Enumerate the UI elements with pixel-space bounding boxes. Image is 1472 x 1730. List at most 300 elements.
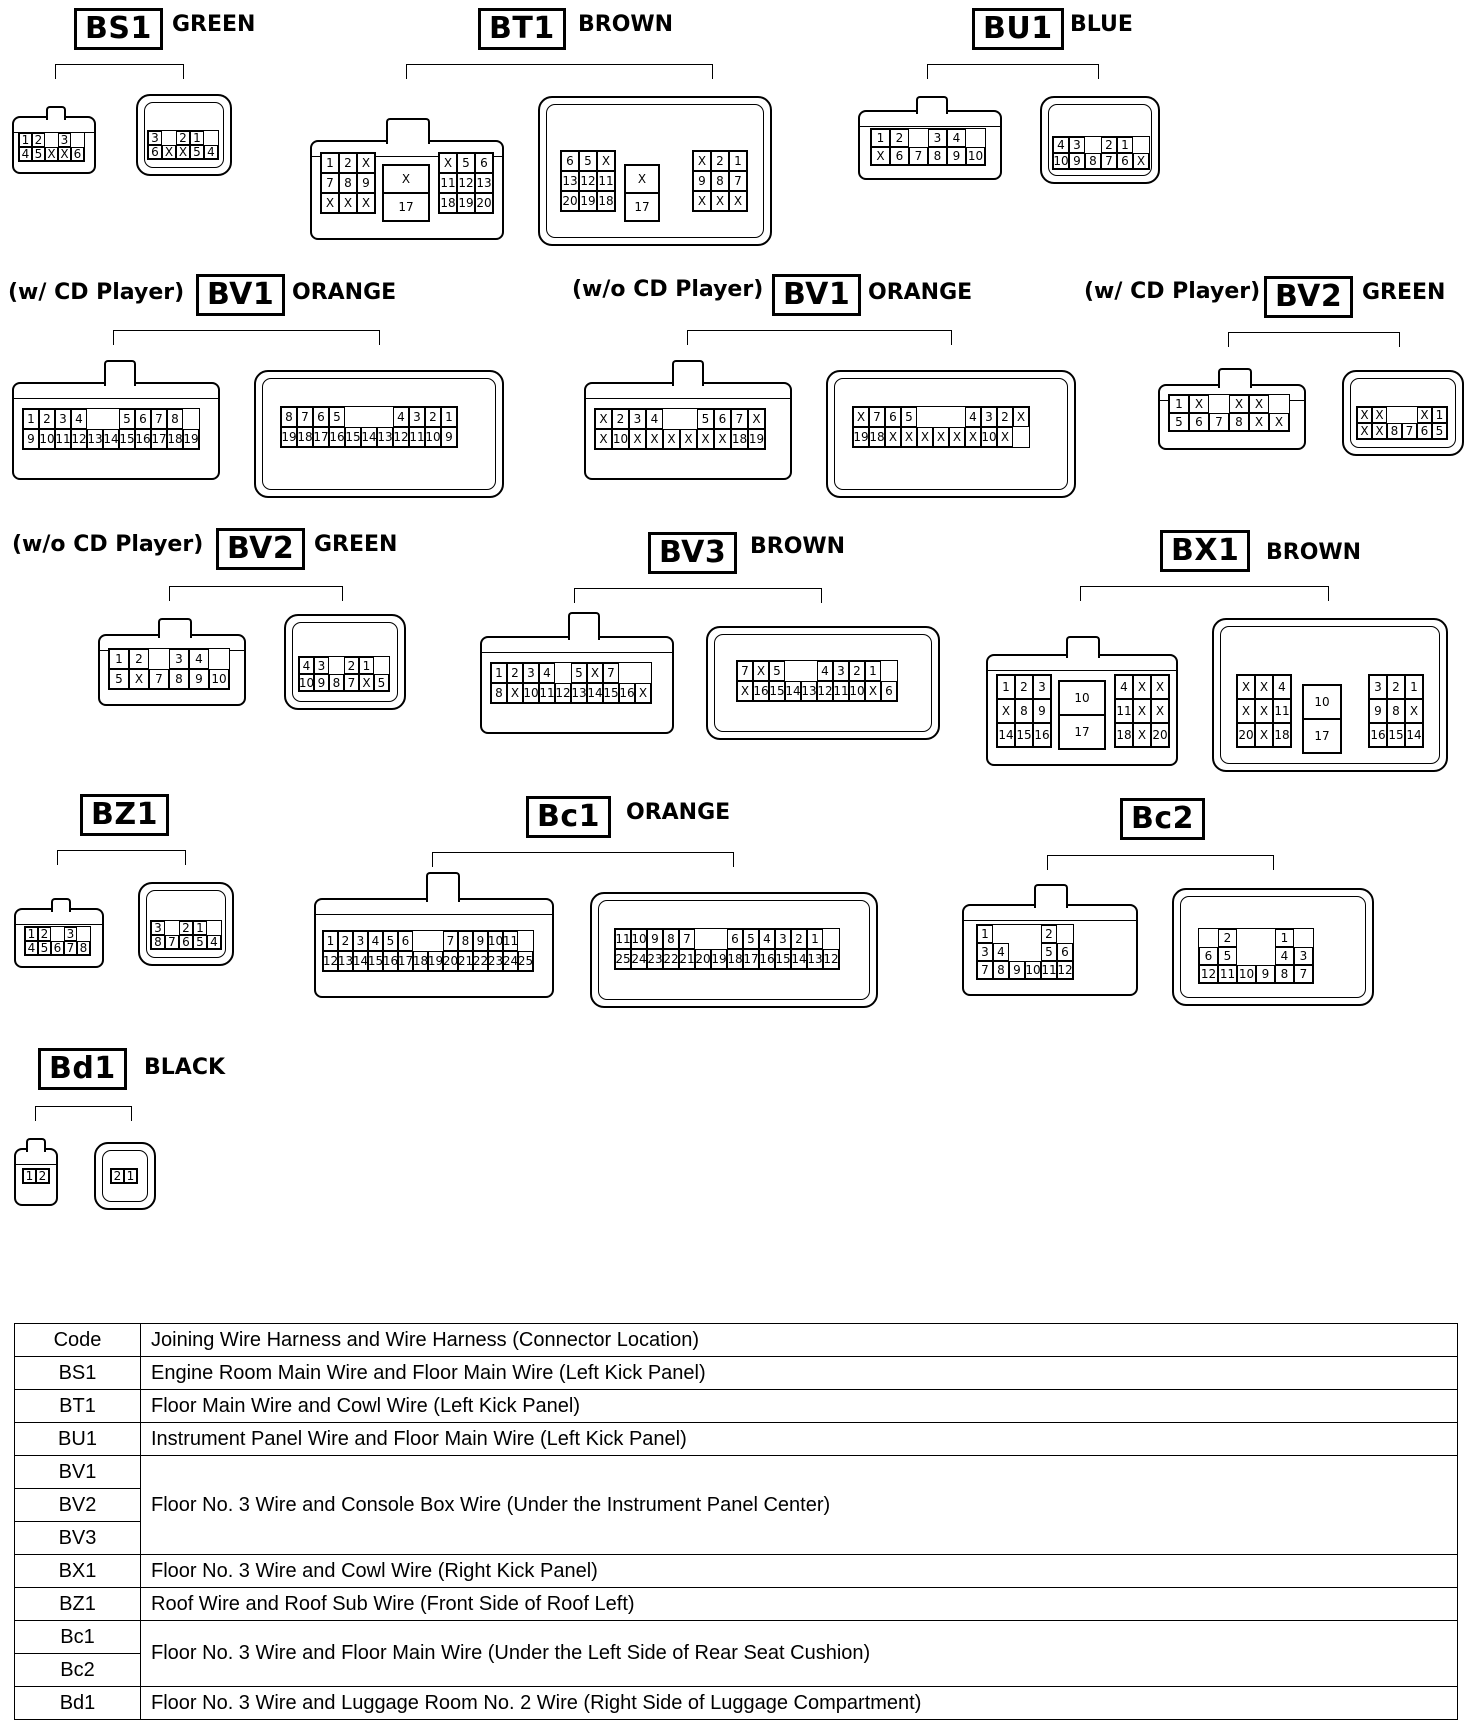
- pin-cell: 10: [488, 931, 503, 951]
- BS1-male-pin-grid: [147, 130, 219, 160]
- pin-cell: 17: [151, 429, 167, 449]
- pin-cell: 8: [281, 407, 297, 427]
- BV2-nocd-variant-label: (w/o CD Player): [12, 532, 204, 557]
- pin-cell: X: [339, 193, 357, 213]
- Bd1-female-pin-grid: [22, 1168, 50, 1184]
- pin-cell: 11: [1115, 699, 1133, 723]
- pin-cell: 6: [561, 151, 579, 171]
- pin-cell: 16: [759, 949, 775, 969]
- pin-cell: 5: [109, 669, 129, 689]
- pin-cell: X: [439, 153, 457, 173]
- pin-cell: 7: [909, 147, 928, 165]
- pin-cell: 6: [148, 145, 162, 159]
- pin-cell: 7: [149, 669, 169, 689]
- BX1-bracket: [1080, 586, 1329, 601]
- pin-cell: [413, 931, 428, 951]
- pin-cell: X: [680, 429, 697, 449]
- pin-cell: 18: [1273, 723, 1291, 747]
- pin-cell: 21: [679, 949, 695, 969]
- pin-cell: 15: [603, 683, 619, 703]
- Bc1-color-label: ORANGE: [626, 800, 731, 825]
- pin-cell: 8: [711, 171, 729, 191]
- pin-cell: 6: [179, 935, 193, 949]
- BX1-female-latch: [1066, 636, 1100, 658]
- BX1-code-label: BX1: [1160, 530, 1250, 572]
- pin-cell: X: [1151, 675, 1169, 699]
- pin-cell: 10: [612, 429, 629, 449]
- pin-cell: 16: [135, 429, 151, 449]
- pin-cell: 4: [207, 935, 221, 949]
- BV2-cd-variant-label: (w/ CD Player): [1084, 279, 1261, 304]
- legend-code-cell: BS1: [15, 1357, 141, 1390]
- Bc2-female-pin-grid: [976, 924, 1074, 980]
- pin-cell: 2: [997, 407, 1013, 427]
- pin-cell: 3: [64, 927, 77, 941]
- pin-cell: 19: [853, 427, 869, 447]
- pin-cell: X: [997, 699, 1015, 723]
- pin-cell: 11: [1273, 699, 1291, 723]
- pin-cell: 9: [693, 171, 711, 191]
- pin-cell: 5: [374, 674, 389, 691]
- pin-cell: X: [357, 153, 375, 173]
- pin-cell: X: [1151, 699, 1169, 723]
- pin-cell: 19: [457, 193, 475, 213]
- pin-cell: 3: [314, 657, 329, 674]
- pin-cell: 10: [849, 681, 865, 701]
- pin-cell: 3: [58, 133, 71, 147]
- pin-cell: 2: [129, 649, 149, 669]
- pin-cell: 5: [190, 145, 204, 159]
- pin-cell: 6: [135, 409, 151, 429]
- pin-cell: 9: [1256, 965, 1275, 983]
- pin-cell: [1387, 407, 1402, 423]
- BS1-female-connector: [12, 116, 96, 174]
- BZ1-male-connector: [138, 882, 234, 966]
- pin-cell: 8: [1229, 413, 1249, 431]
- pin-cell: 12: [323, 951, 338, 971]
- pin-cell: 16: [753, 681, 769, 701]
- legend-desc-cell: Floor No. 3 Wire and Luggage Room No. 2 Wire (Right Side of Luggage Compartment): [141, 1687, 1458, 1720]
- pin-cell: 4: [189, 649, 209, 669]
- pin-cell: 1: [977, 925, 993, 943]
- pin-cell: 17: [313, 427, 329, 447]
- BV2-nocd-code-label: BV2: [216, 528, 305, 570]
- BX1-male-pin-grid-center: [1302, 684, 1342, 754]
- pin-cell: 5: [119, 409, 135, 429]
- pin-cell: X: [176, 145, 190, 159]
- pin-cell: [1294, 929, 1313, 947]
- legend-row: [15, 1456, 1458, 1489]
- pin-cell: [162, 131, 176, 145]
- pin-cell: 8: [491, 683, 507, 703]
- pin-cell: 10: [1053, 154, 1069, 168]
- pin-cell: X: [753, 661, 769, 681]
- BV2-nocd-male-connector: [284, 614, 406, 710]
- pin-cell: X: [507, 683, 523, 703]
- pin-cell: 4: [1115, 675, 1133, 699]
- pin-cell: 20: [443, 951, 458, 971]
- pin-cell: 22: [473, 951, 488, 971]
- pin-cell: 23: [488, 951, 503, 971]
- pin-cell: 6: [1417, 423, 1432, 439]
- pin-cell: [1256, 947, 1275, 965]
- pin-cell: 18: [1115, 723, 1133, 747]
- pin-cell: X: [1133, 153, 1149, 169]
- pin-cell: 15: [119, 429, 135, 449]
- BV1-nocd-bracket: [687, 330, 952, 345]
- pin-cell: 1: [124, 1169, 137, 1183]
- pin-cell: 9: [189, 669, 209, 689]
- pin-cell: 4: [539, 663, 555, 683]
- pin-cell: 5: [769, 661, 785, 681]
- BU1-female-connector: [858, 110, 1002, 180]
- pin-cell: 3: [55, 409, 71, 429]
- pin-cell: 10: [425, 427, 441, 447]
- legend-body: [15, 1324, 1458, 1720]
- pin-cell: 3: [353, 931, 368, 951]
- pin-cell: X: [595, 429, 612, 449]
- pin-cell: 14: [791, 949, 807, 969]
- pin-cell: 3: [833, 661, 849, 681]
- pin-cell: 18: [413, 951, 428, 971]
- pin-cell: [1009, 943, 1025, 961]
- pin-cell: 6: [1189, 413, 1209, 431]
- Bd1-female-latch: [26, 1138, 46, 1152]
- Bc2-female-connector: [962, 904, 1138, 996]
- pin-cell: X: [1269, 413, 1289, 431]
- pin-cell: 6: [727, 929, 743, 949]
- pin-cell: X: [711, 191, 729, 211]
- pin-cell: [377, 407, 393, 427]
- pin-cell: 1: [1169, 395, 1189, 413]
- pin-cell: 4: [817, 661, 833, 681]
- pin-cell: 6: [890, 147, 909, 165]
- BT1-color-label: BROWN: [578, 12, 674, 37]
- pin-cell: 16: [329, 427, 345, 447]
- pin-cell: 4: [993, 943, 1009, 961]
- pin-cell: 1: [1117, 137, 1133, 153]
- pin-cell: 1: [190, 131, 204, 145]
- pin-cell: 17: [383, 193, 429, 221]
- pin-cell: 1: [729, 151, 747, 171]
- pin-cell: 9: [357, 173, 375, 193]
- pin-cell: 2: [344, 657, 359, 674]
- legend-header-row: [15, 1324, 1458, 1357]
- legend-code-cell: Bc2: [15, 1654, 141, 1687]
- legend-code-cell: BT1: [15, 1390, 141, 1423]
- legend-code-cell: BX1: [15, 1555, 141, 1588]
- BX1-male-connector: [1212, 618, 1448, 772]
- pin-cell: 5: [743, 929, 759, 949]
- pin-cell: 5: [457, 153, 475, 173]
- pin-cell: 10: [1025, 963, 1041, 977]
- pin-cell: 1: [997, 675, 1015, 699]
- pin-cell: [87, 409, 103, 429]
- pin-cell: [619, 663, 635, 683]
- pin-cell: [1209, 395, 1229, 413]
- pin-cell: 7: [731, 409, 748, 429]
- BV2-cd-male-pin-grid: [1356, 406, 1448, 440]
- pin-cell: 1: [109, 649, 129, 669]
- BU1-bracket: [927, 64, 1099, 79]
- pin-cell: 5: [579, 151, 597, 171]
- pin-cell: X: [1357, 423, 1372, 439]
- pin-cell: 8: [167, 409, 183, 429]
- pin-cell: 5: [329, 407, 345, 427]
- BT1-male-pin-grid-center: [624, 164, 660, 222]
- pin-cell: [680, 409, 697, 429]
- BS1-male-connector: [136, 94, 232, 176]
- pin-cell: 14: [587, 683, 603, 703]
- pin-cell: 5: [1432, 423, 1447, 439]
- Bc2-male-connector: [1172, 888, 1374, 1006]
- BV1-nocd-male-connector: [826, 370, 1076, 498]
- pin-cell: 1: [193, 921, 207, 935]
- BV2-cd-male-connector: [1342, 370, 1464, 456]
- pin-cell: 13: [801, 681, 817, 701]
- pin-cell: 3: [629, 409, 646, 429]
- pin-cell: 4: [759, 929, 775, 949]
- pin-cell: 1: [1405, 675, 1423, 699]
- pin-cell: 7: [679, 929, 695, 949]
- Bc2-bracket: [1047, 855, 1274, 870]
- pin-cell: 4: [368, 931, 383, 951]
- pin-cell: [1013, 427, 1029, 447]
- pin-cell: 4: [19, 147, 32, 161]
- pin-cell: 3: [523, 663, 539, 683]
- pin-cell: 3: [169, 649, 189, 669]
- legend-code-cell: Bc1: [15, 1621, 141, 1654]
- pin-cell: X: [359, 674, 374, 691]
- legend-code-cell: BU1: [15, 1423, 141, 1456]
- pin-cell: X: [597, 151, 615, 171]
- BZ1-female-pin-grid: [24, 926, 91, 956]
- pin-cell: 5: [697, 409, 714, 429]
- pin-cell: 10: [1238, 967, 1255, 981]
- pin-cell: 2: [338, 931, 353, 951]
- pin-cell: 2: [32, 133, 45, 147]
- Bc1-female-pin-grid: [322, 930, 534, 972]
- pin-cell: [77, 927, 90, 941]
- BX1-male-pin-grid-right: [1368, 674, 1424, 748]
- pin-cell: [993, 925, 1009, 943]
- Bd1-male-pin-grid: [110, 1168, 138, 1184]
- legend-header-desc: Joining Wire Harness and Wire Harness (Connector Location): [141, 1324, 1458, 1357]
- pin-cell: 13: [338, 951, 353, 971]
- BV2-cd-color-label: GREEN: [1362, 280, 1446, 305]
- pin-cell: 7: [1402, 423, 1417, 439]
- pin-cell: 9: [1069, 153, 1085, 169]
- Bc1-code-label: Bc1: [526, 796, 611, 838]
- BU1-male-connector: [1040, 96, 1160, 184]
- pin-cell: [204, 131, 218, 145]
- pin-cell: 7: [1101, 153, 1117, 169]
- pin-cell: X: [865, 681, 881, 701]
- BT1-male-pin-grid-right: [692, 150, 748, 212]
- BZ1-code-label: BZ1: [80, 794, 169, 836]
- pin-cell: X: [917, 427, 933, 447]
- pin-cell: X: [646, 429, 663, 449]
- pin-cell: 8: [1387, 699, 1405, 723]
- pin-cell: [329, 657, 344, 674]
- BX1-female-connector: [986, 654, 1178, 766]
- pin-cell: 3: [977, 943, 993, 961]
- pin-cell: 10: [298, 675, 315, 690]
- pin-cell: 11: [833, 681, 849, 701]
- pin-cell: 2: [849, 661, 865, 681]
- BT1-female-pin-grid-left: [320, 152, 376, 214]
- pin-cell: 15: [368, 951, 383, 971]
- BV1-nocd-variant-label: (w/o CD Player): [572, 277, 764, 302]
- pin-cell: X: [748, 409, 765, 429]
- legend-row: [15, 1621, 1458, 1654]
- pin-cell: X: [1405, 699, 1423, 723]
- pin-cell: 2: [36, 1169, 49, 1183]
- pin-cell: 3: [775, 929, 791, 949]
- pin-cell: 7: [603, 663, 619, 683]
- pin-cell: 9: [1009, 961, 1025, 979]
- pin-cell: 19: [579, 191, 597, 211]
- pin-cell: 2: [111, 1169, 124, 1183]
- pin-cell: 3: [1033, 675, 1051, 699]
- legend-row: [15, 1357, 1458, 1390]
- pin-cell: 1: [19, 133, 32, 147]
- pin-cell: [695, 929, 711, 949]
- legend-desc-cell: Floor No. 3 Wire and Floor Main Wire (Under the Left Side of Rear Seat Cushion): [141, 1621, 1458, 1687]
- pin-cell: X: [1229, 395, 1249, 413]
- pin-cell: X: [1249, 395, 1269, 413]
- legend-header-code: Code: [15, 1324, 141, 1357]
- pin-cell: 18: [869, 427, 885, 447]
- pin-cell: 3: [409, 407, 425, 427]
- pin-cell: 12: [555, 683, 571, 703]
- pin-cell: 4: [71, 409, 87, 429]
- pin-cell: 8: [329, 674, 344, 691]
- pin-cell: 3: [1069, 137, 1085, 153]
- pin-cell: X: [357, 193, 375, 213]
- pin-cell: 6: [1057, 943, 1073, 961]
- pin-cell: 11: [409, 427, 425, 447]
- pin-cell: 16: [383, 951, 398, 971]
- legend-desc-cell: Instrument Panel Wire and Floor Main Wire (Left Kick Panel): [141, 1423, 1458, 1456]
- BV1-cd-color-label: ORANGE: [292, 280, 397, 305]
- legend-code-cell: Bd1: [15, 1687, 141, 1720]
- legend-row: [15, 1588, 1458, 1621]
- pin-cell: 5: [383, 931, 398, 951]
- pin-cell: 11: [439, 173, 457, 193]
- BV2-nocd-bracket: [169, 586, 343, 601]
- pin-cell: 17: [625, 193, 659, 221]
- pin-cell: 3: [928, 129, 947, 147]
- BV3-female-pin-grid: [490, 662, 652, 704]
- pin-cell: [1269, 395, 1289, 413]
- pin-cell: 24: [503, 951, 518, 971]
- pin-cell: 8: [169, 669, 189, 689]
- pin-cell: 13: [87, 429, 103, 449]
- pin-cell: 1: [441, 407, 457, 427]
- pin-cell: 21: [458, 951, 473, 971]
- pin-cell: X: [1249, 413, 1269, 431]
- pin-cell: 2: [1387, 675, 1405, 699]
- BZ1-female-latch: [51, 898, 71, 912]
- pin-cell: X: [321, 193, 339, 213]
- BU1-male-pin-grid: [1052, 136, 1150, 170]
- pin-cell: 3: [148, 131, 162, 145]
- pin-cell: 17: [743, 949, 759, 969]
- BS1-code-label: BS1: [74, 8, 163, 50]
- pin-cell: 12: [823, 949, 839, 969]
- pin-cell: 6: [313, 407, 329, 427]
- BS1-color-label: GREEN: [172, 12, 256, 37]
- pin-cell: X: [1133, 699, 1151, 723]
- pin-cell: 5: [193, 935, 207, 949]
- pin-cell: [823, 929, 839, 949]
- BX1-female-pin-grid-center: [1058, 680, 1106, 750]
- pin-cell: 1: [491, 663, 507, 683]
- Bc2-female-latch: [1034, 884, 1068, 908]
- pin-cell: 8: [1387, 423, 1402, 439]
- BV1-nocd-female-latch: [672, 360, 704, 386]
- pin-cell: 12: [71, 429, 87, 449]
- Bc1-female-connector: [314, 898, 554, 998]
- BV1-cd-variant-label: (w/ CD Player): [8, 280, 185, 305]
- BX1-female-pin-grid-left: [996, 674, 1052, 748]
- pin-cell: X: [1357, 407, 1372, 423]
- pin-cell: [51, 927, 64, 941]
- pin-cell: [635, 663, 651, 683]
- pin-cell: 4: [646, 409, 663, 429]
- pin-cell: 2: [1015, 675, 1033, 699]
- pin-cell: X: [1189, 395, 1209, 413]
- pin-cell: 9: [23, 429, 39, 449]
- connector-legend-table: [14, 1323, 1458, 1720]
- BV1-cd-male-connector: [254, 370, 504, 498]
- pin-cell: 7: [344, 674, 359, 691]
- Bd1-bracket: [35, 1106, 132, 1121]
- pin-cell: [933, 407, 949, 427]
- pin-cell: 19: [748, 429, 765, 449]
- legend-row: [15, 1390, 1458, 1423]
- pin-cell: 1: [1432, 407, 1447, 423]
- pin-cell: 8: [77, 941, 90, 955]
- pin-cell: 1: [323, 931, 338, 951]
- BV2-nocd-female-latch: [158, 618, 192, 638]
- pin-cell: 7: [151, 409, 167, 429]
- pin-cell: 4: [393, 407, 409, 427]
- pin-cell: 6: [881, 681, 897, 701]
- pin-cell: 1: [23, 409, 39, 429]
- pin-cell: X: [714, 429, 731, 449]
- Bc1-male-pin-grid: [614, 928, 840, 970]
- pin-cell: 22: [663, 949, 679, 969]
- pin-cell: [1057, 925, 1073, 943]
- pin-cell: 14: [361, 427, 377, 447]
- pin-cell: 9: [647, 929, 663, 949]
- pin-cell: 10: [967, 149, 984, 163]
- pin-cell: X: [737, 681, 753, 701]
- Bd1-code-label: Bd1: [38, 1048, 127, 1090]
- legend-desc-cell: Floor No. 3 Wire and Console Box Wire (Under the Instrument Panel Center): [141, 1456, 1458, 1555]
- BV3-code-label: BV3: [648, 532, 737, 574]
- pin-cell: 10: [1303, 685, 1341, 719]
- pin-cell: 1: [1275, 929, 1294, 947]
- pin-cell: 10: [209, 669, 229, 689]
- BV2-nocd-male-pin-grid: [298, 656, 390, 692]
- pin-cell: 9: [1369, 699, 1387, 723]
- pin-cell: 8: [151, 935, 165, 949]
- BX1-male-pin-grid-left: [1236, 674, 1292, 748]
- pin-cell: 6: [475, 153, 493, 173]
